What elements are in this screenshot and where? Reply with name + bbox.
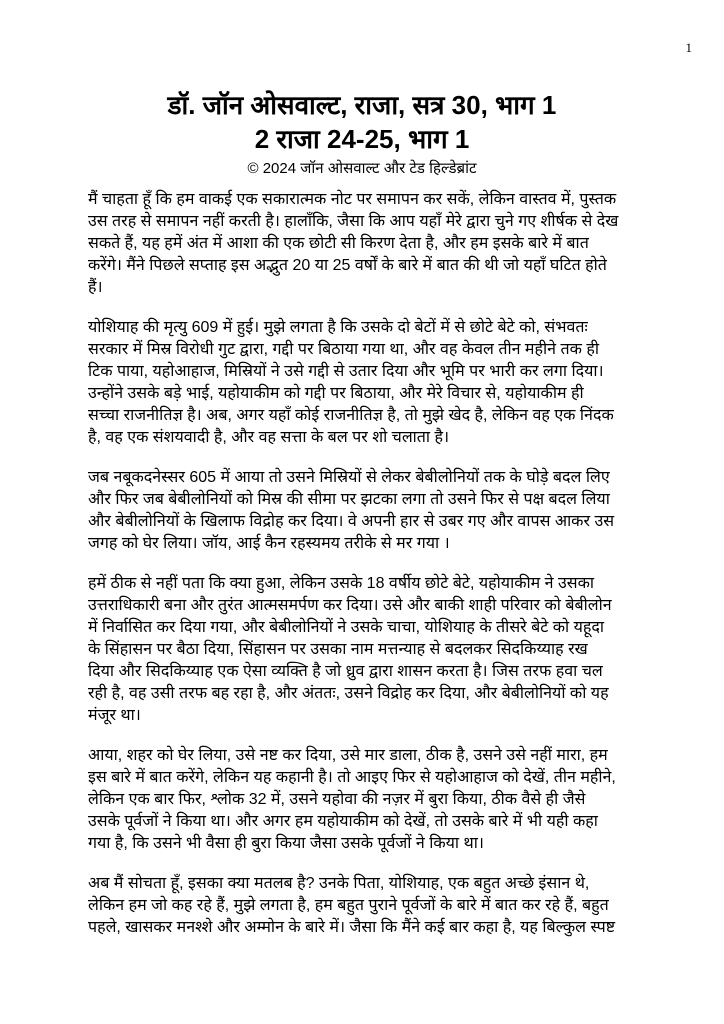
text-line: लेकिन एक बार फिर, श्लोक 32 में, उसने यहोवा की नज़र में बुरा किया, ठीक वैसे ही जैसे — [88, 791, 586, 808]
text-line: हैं। — [88, 279, 103, 296]
text-line: इस बारे में बात करेंगे, लेकिन यह कहानी है। तो आइए फिर से यहोआहाज को देखें, तीन महीने, — [88, 769, 616, 786]
text-line: मैं चाहता हूँ कि हम वाकई एक सकारात्मक नोट पर समापन कर सकें, लेकिन वास्तव में, पुस्तक — [88, 191, 617, 208]
text-line: दिया और सिदकिय्याह एक ऐसा व्यक्ति है जो ध्रुव द्वारा शासन करता है। जिस तरफ हवा चल — [88, 663, 603, 680]
text-line: रही है, वह उसी तरफ बह रहा है, और अंततः, उसने विद्रोह कर दिया, और बेबीलोनियों को यह — [88, 685, 609, 702]
text-line: सरकार में मिस्र विरोधी गुट द्वारा, गद्दी पर बिठाया गया था, और वह केवल तीन महीने तक ही — [88, 341, 599, 358]
text-line: सकते हैं, यह हमें अंत में आशा की एक छोटी सी किरण देता है, और हम इसके बारे में बात — [88, 235, 589, 252]
text-line: आया, शहर को घेर लिया, उसे नष्ट कर दिया, उसे मार डाला, ठीक है, उसने उसे नहीं मारा, हम — [88, 747, 608, 764]
text-line: गया है, कि उसने भी वैसा ही बुरा किया जैसा उसके पूर्वजों ने किया था। — [88, 835, 484, 852]
text-line: अब मैं सोचता हूँ, इसका क्या मतलब है? उनके पिता, योशियाह, एक बहुत अच्छे इंसान थे, — [88, 875, 590, 892]
text-line: जब नबूकदनेस्सर 605 में आया तो उसने मिस्रियों से लेकर बेबीलोनियों तक के घोड़े बदल लिए — [88, 469, 610, 486]
text-line: उस तरह से समापन नहीं करती है। हालाँकि, जैसा कि आप यहाँ मेरे द्वारा चुने गए शीर्षक से देख — [88, 213, 619, 230]
text-line: हमें ठीक से नहीं पता कि क्या हुआ, लेकिन उसके 18 वर्षीय छोटे बेटे, यहोयाकीम ने उसका — [88, 575, 595, 592]
paragraph — [88, 189, 648, 299]
text-line: और बेबीलोनियों के खिलाफ विद्रोह कर दिया। वे अपनी हार से उबर गए और वापस आकर उस — [88, 513, 615, 530]
text-line: मंजूर था। — [88, 707, 141, 724]
text-line: लेकिन हम जो कह रहे हैं, मुझे लगता है, हम बहुत पुराने पूर्वजों के बारे में बात कर रहे हैं, बहुत — [88, 897, 609, 914]
copyright-line: © 2024 जॉन ओसवाल्ट और टेड हिल्डेब्रांट — [247, 160, 477, 177]
text-line: सच्चा राजनीतिज्ञ है। अब, अगर यहाँ कोई राजनीतिज्ञ है, तो मुझे खेद है, लेकिन वह एक निंदक — [88, 407, 614, 424]
text-line: और फिर जब बेबीलोनियों को मिस्र की सीमा पर झटका लगा तो उसने फिर से पक्ष बदल लिया — [88, 491, 610, 508]
text-line: जगह को घेर लिया। जॉय, आई कैन रहस्यमय तरीके से मर गया । — [88, 535, 450, 552]
text-line: करेंगे। मैंने पिछले सप्ताह इस अद्भुत 20 या 25 वर्षों के बारे में बात की थी जो यहाँ घटित होते — [88, 257, 607, 274]
text-line: में निर्वासित कर दिया गया, और बेबीलोनियों ने उसके चाचा, योशियाह के तीसरे बेटे को यहूदा — [88, 619, 605, 636]
text-line: के सिंहासन पर बैठा दिया, सिंहासन पर उसका नाम मत्तन्याह से बदलकर सिदकिय्याह रख — [88, 641, 588, 658]
text-line: उसके पूर्वजों ने किया था। और अगर हम यहोयाकीम को देखें, तो उसके बारे में भी यही कहा — [88, 813, 598, 830]
text-line: योशियाह की मृत्यु 609 में हुई। मुझे लगता है कि उसके दो बेटों में से छोटे बेटे को, संभवतः — [88, 319, 588, 336]
text-line: उन्होंने उसके बड़े भाई, यहोयाकीम को गद्दी पर बिठाया, और मेरे विचार से, यहोयाकीम ही — [88, 385, 584, 402]
paragraph — [88, 317, 648, 449]
text-line: टिक पाया, यहोआहाज, मिस्रियों ने उसे गद्दी से उतार दिया और भूमि पर भारी कर लगा दिया। — [88, 363, 604, 380]
paragraph — [88, 467, 648, 555]
text-line: है, वह एक संशयवादी है, और वह सत्ता के बल पर शो चलाता है। — [88, 429, 450, 446]
paragraph — [88, 573, 648, 727]
text-line: पहले, खासकर मनश्शे और अम्मोन के बारे में। जैसा कि मैंने कई बार कहा है, यह बिल्कुल स्पष्ट — [88, 919, 616, 936]
paragraph — [88, 873, 648, 939]
document-header — [0, 88, 724, 180]
paragraph — [88, 745, 648, 855]
document-title: डॉ. जॉन ओसवाल्ट, राजा, सत्र 30, भाग 1 — [167, 90, 557, 120]
document-body — [88, 189, 648, 957]
document-subtitle: 2 राजा 24-25, भाग 1 — [254, 124, 470, 154]
text-line: उत्तराधिकारी बना और तुरंत आत्मसमर्पण कर दिया। उसे और बाकी शाही परिवार को बेबीलोन — [88, 597, 612, 614]
page-number: 1 — [685, 40, 692, 55]
